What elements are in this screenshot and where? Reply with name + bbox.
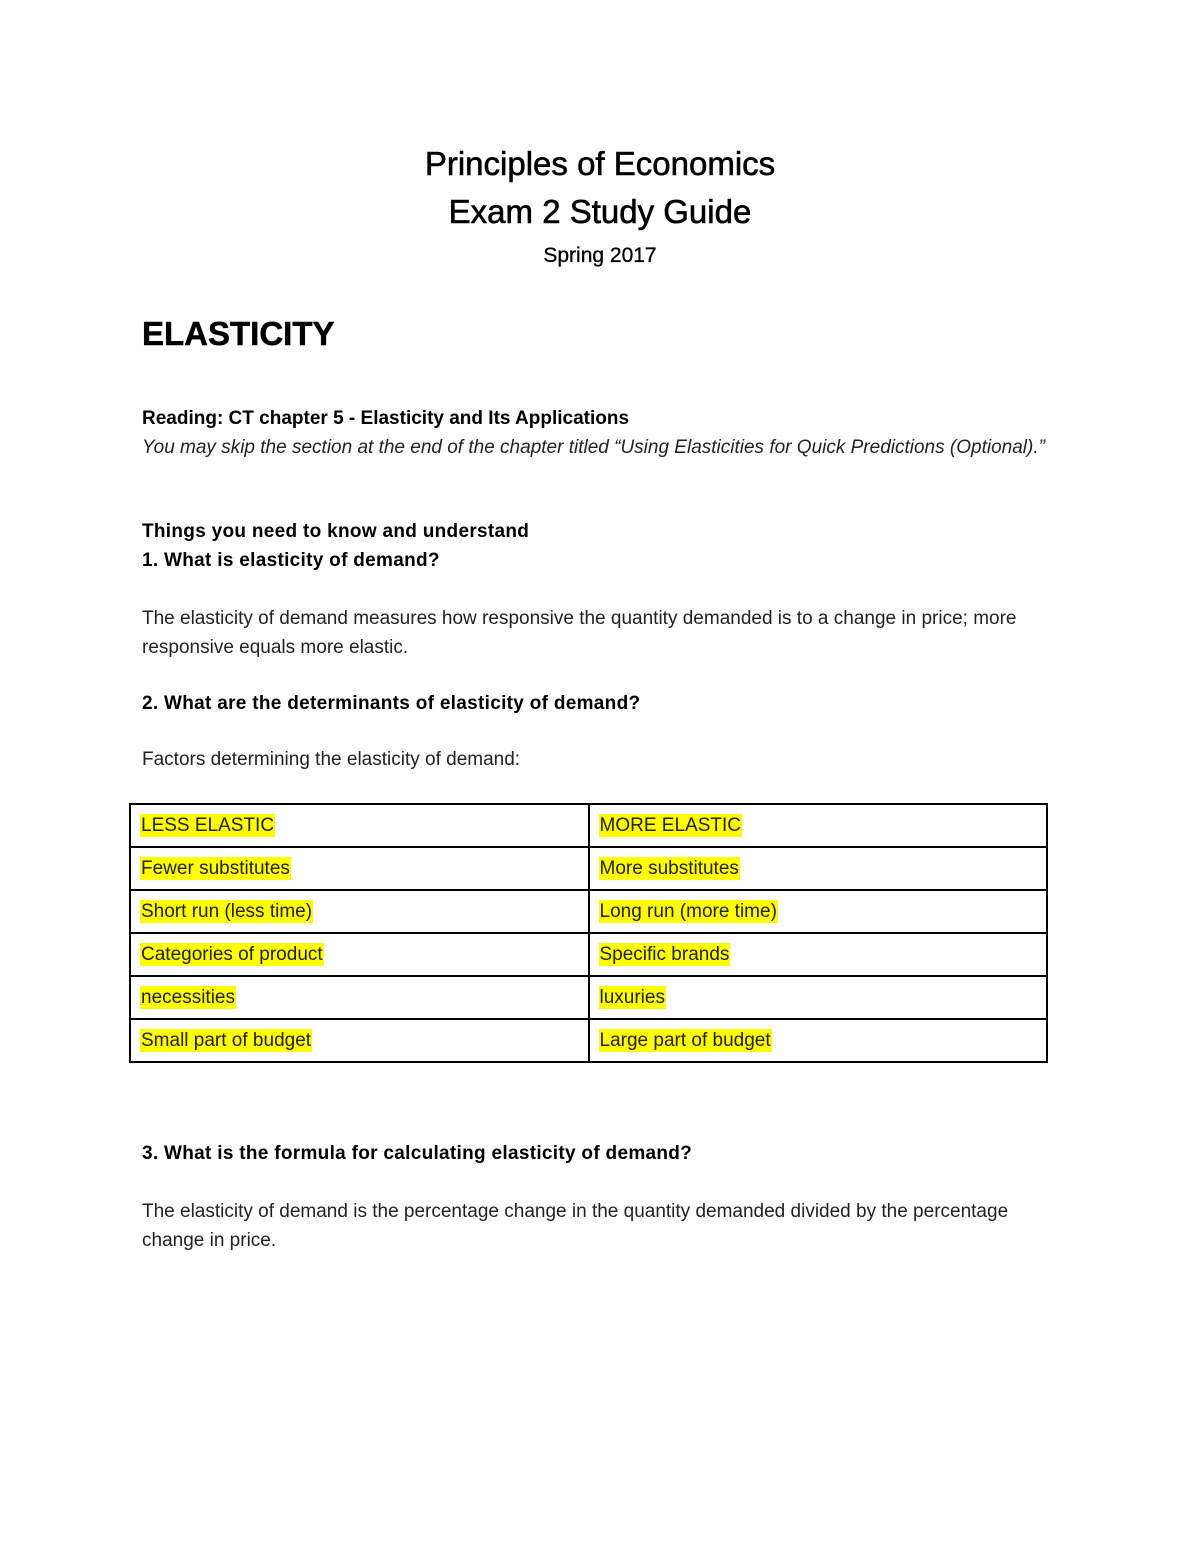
reading-assignment: Reading: CT chapter 5 - Elasticity and Its Applications xyxy=(142,408,630,429)
table-cell xyxy=(589,804,1048,847)
cell-text: Fewer substitutes xyxy=(141,857,290,879)
skip-note: You may skip the section at the end of the chapter titled “Using Elasticities for Quick Predictions (Optional).” xyxy=(142,437,1045,458)
question-2: 2. What are the determinants of elasticity of demand? xyxy=(142,693,641,714)
cell-text: More substitutes xyxy=(599,857,739,879)
document-subtitle: Exam 2 Study Guide xyxy=(448,193,752,230)
answer-1: The elasticity of demand measures how responsive the quantity demanded is to a change in price; more responsive equals more elastic. xyxy=(142,608,1017,658)
table-row xyxy=(130,804,1047,847)
question-1: 1. What is elasticity of demand? xyxy=(142,550,440,571)
cell-text: luxuries xyxy=(599,986,665,1008)
table-cell xyxy=(589,847,1048,890)
cell-text: Categories of product xyxy=(141,943,323,965)
table-cell xyxy=(130,976,589,1019)
things-heading: Things you need to know and understand xyxy=(142,521,530,542)
title-block xyxy=(0,140,1200,276)
cell-text: Large part of budget xyxy=(599,1029,771,1051)
table-cell xyxy=(130,1019,589,1062)
table-cell xyxy=(130,804,589,847)
table-cell xyxy=(589,933,1048,976)
cell-text: Specific brands xyxy=(599,943,730,965)
cell-text: necessities xyxy=(141,986,235,1008)
table-cell xyxy=(130,890,589,933)
question-3: 3. What is the formula for calculating elasticity of demand? xyxy=(142,1143,693,1164)
table-cell xyxy=(589,1019,1048,1062)
less-elastic-header: LESS ELASTIC xyxy=(141,814,275,836)
table-row xyxy=(130,933,1047,976)
table-row xyxy=(130,890,1047,933)
document-title: Principles of Economics xyxy=(424,145,776,182)
table-cell xyxy=(130,933,589,976)
elasticity-factors-table xyxy=(129,803,1048,1063)
table-row xyxy=(130,847,1047,890)
cell-text: Long run (more time) xyxy=(599,900,777,922)
table-row xyxy=(130,976,1047,1019)
table-row xyxy=(130,1019,1047,1062)
cell-text: Small part of budget xyxy=(141,1029,312,1051)
table-cell xyxy=(130,847,589,890)
cell-text: Short run (less time) xyxy=(141,900,313,922)
more-elastic-header: MORE ELASTIC xyxy=(599,814,741,836)
answer-3: The elasticity of demand is the percentage change in the quantity demanded divided by the percentage change in price. xyxy=(142,1201,1009,1251)
answer-2: Factors determining the elasticity of demand: xyxy=(142,749,521,770)
table-cell xyxy=(589,976,1048,1019)
section-heading: ELASTICITY xyxy=(142,315,335,352)
table-cell xyxy=(589,890,1048,933)
document-term: Spring 2017 xyxy=(543,244,657,267)
